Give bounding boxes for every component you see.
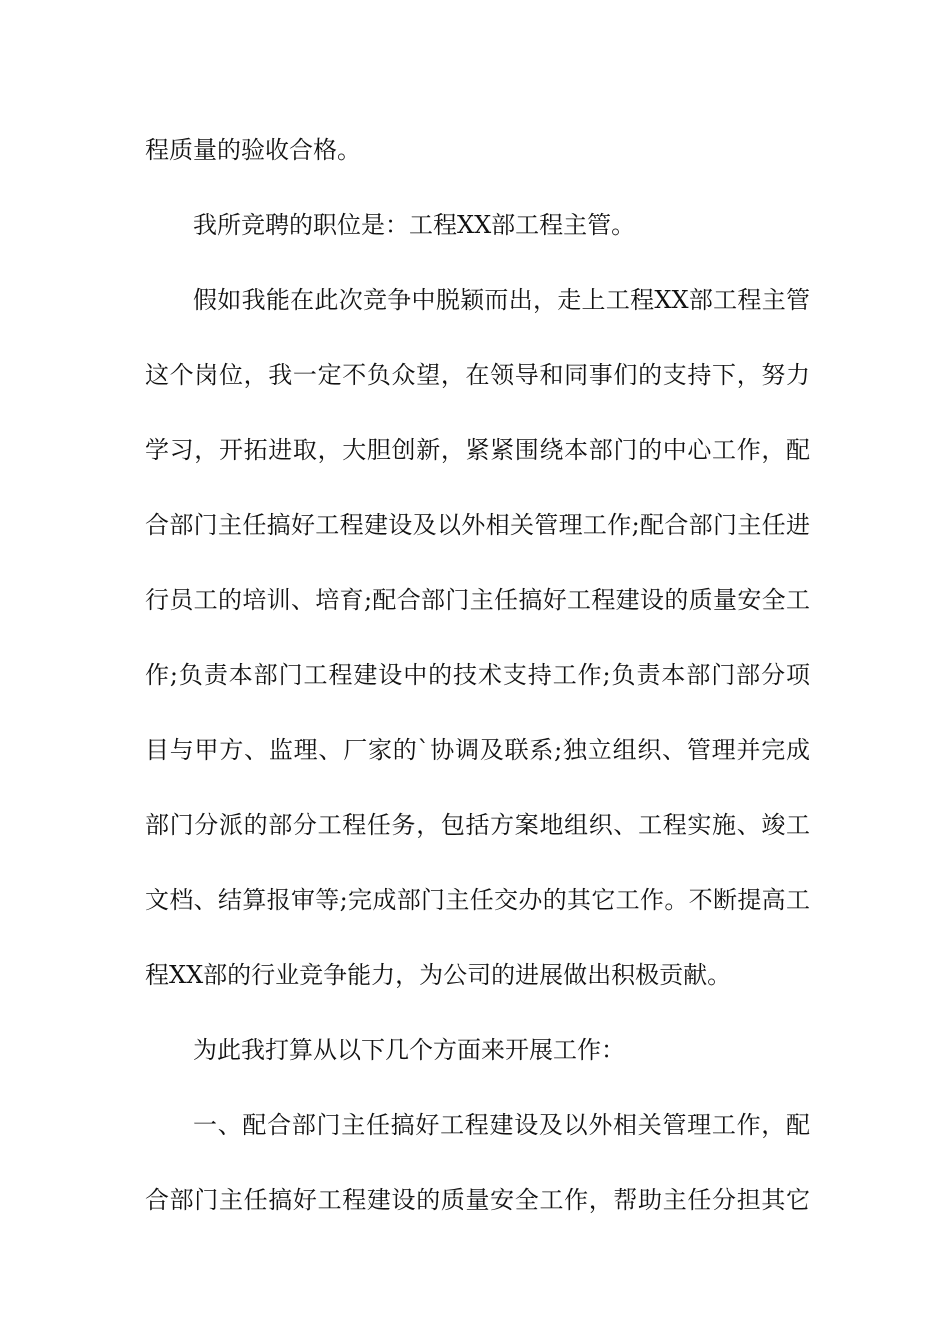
paragraph-line: 这个岗位，我一定不负众望，在领导和同事们的支持下，努力 [145, 361, 810, 389]
paragraph-line: 我所竞聘的职位是：工程XX部工程主管。 [193, 211, 636, 239]
paragraph-line: 合部门主任搞好工程建设及以外相关管理工作;配合部门主任进 [145, 511, 810, 539]
paragraph-line: 一、配合部门主任搞好工程建设及以外相关管理工作，配 [193, 1111, 810, 1139]
paragraph-line: 程质量的验收合格。 [145, 136, 361, 164]
paragraph-line: 部门分派的部分工程任务，包括方案地组织、工程实施、竣工 [145, 811, 810, 839]
paragraph-line: 合部门主任搞好工程建设的质量安全工作，帮助主任分担其它 [145, 1186, 810, 1214]
paragraph-line: 假如我能在此次竞争中脱颖而出，走上工程XX部工程主管 [193, 286, 810, 314]
paragraph-line: 程XX部的行业竞争能力，为公司的进展做出积极贡献。 [145, 961, 732, 989]
paragraph-line: 为此我打算从以下几个方面来开展工作： [193, 1036, 625, 1064]
paragraph-line: 行员工的培训、培育;配合部门主任搞好工程建设的质量安全工 [145, 586, 810, 614]
paragraph-line: 文档、结算报审等;完成部门主任交办的其它工作。不断提高工 [145, 886, 810, 914]
paragraph-line: 作;负责本部门工程建设中的技术支持工作;负责本部门部分项 [145, 661, 810, 689]
paragraph-line: 目与甲方、监理、厂家的`协调及联系;独立组织、管理并完成 [145, 736, 810, 764]
paragraph-line: 学习，开拓进取，大胆创新，紧紧围绕本部门的中心工作，配 [145, 436, 810, 464]
